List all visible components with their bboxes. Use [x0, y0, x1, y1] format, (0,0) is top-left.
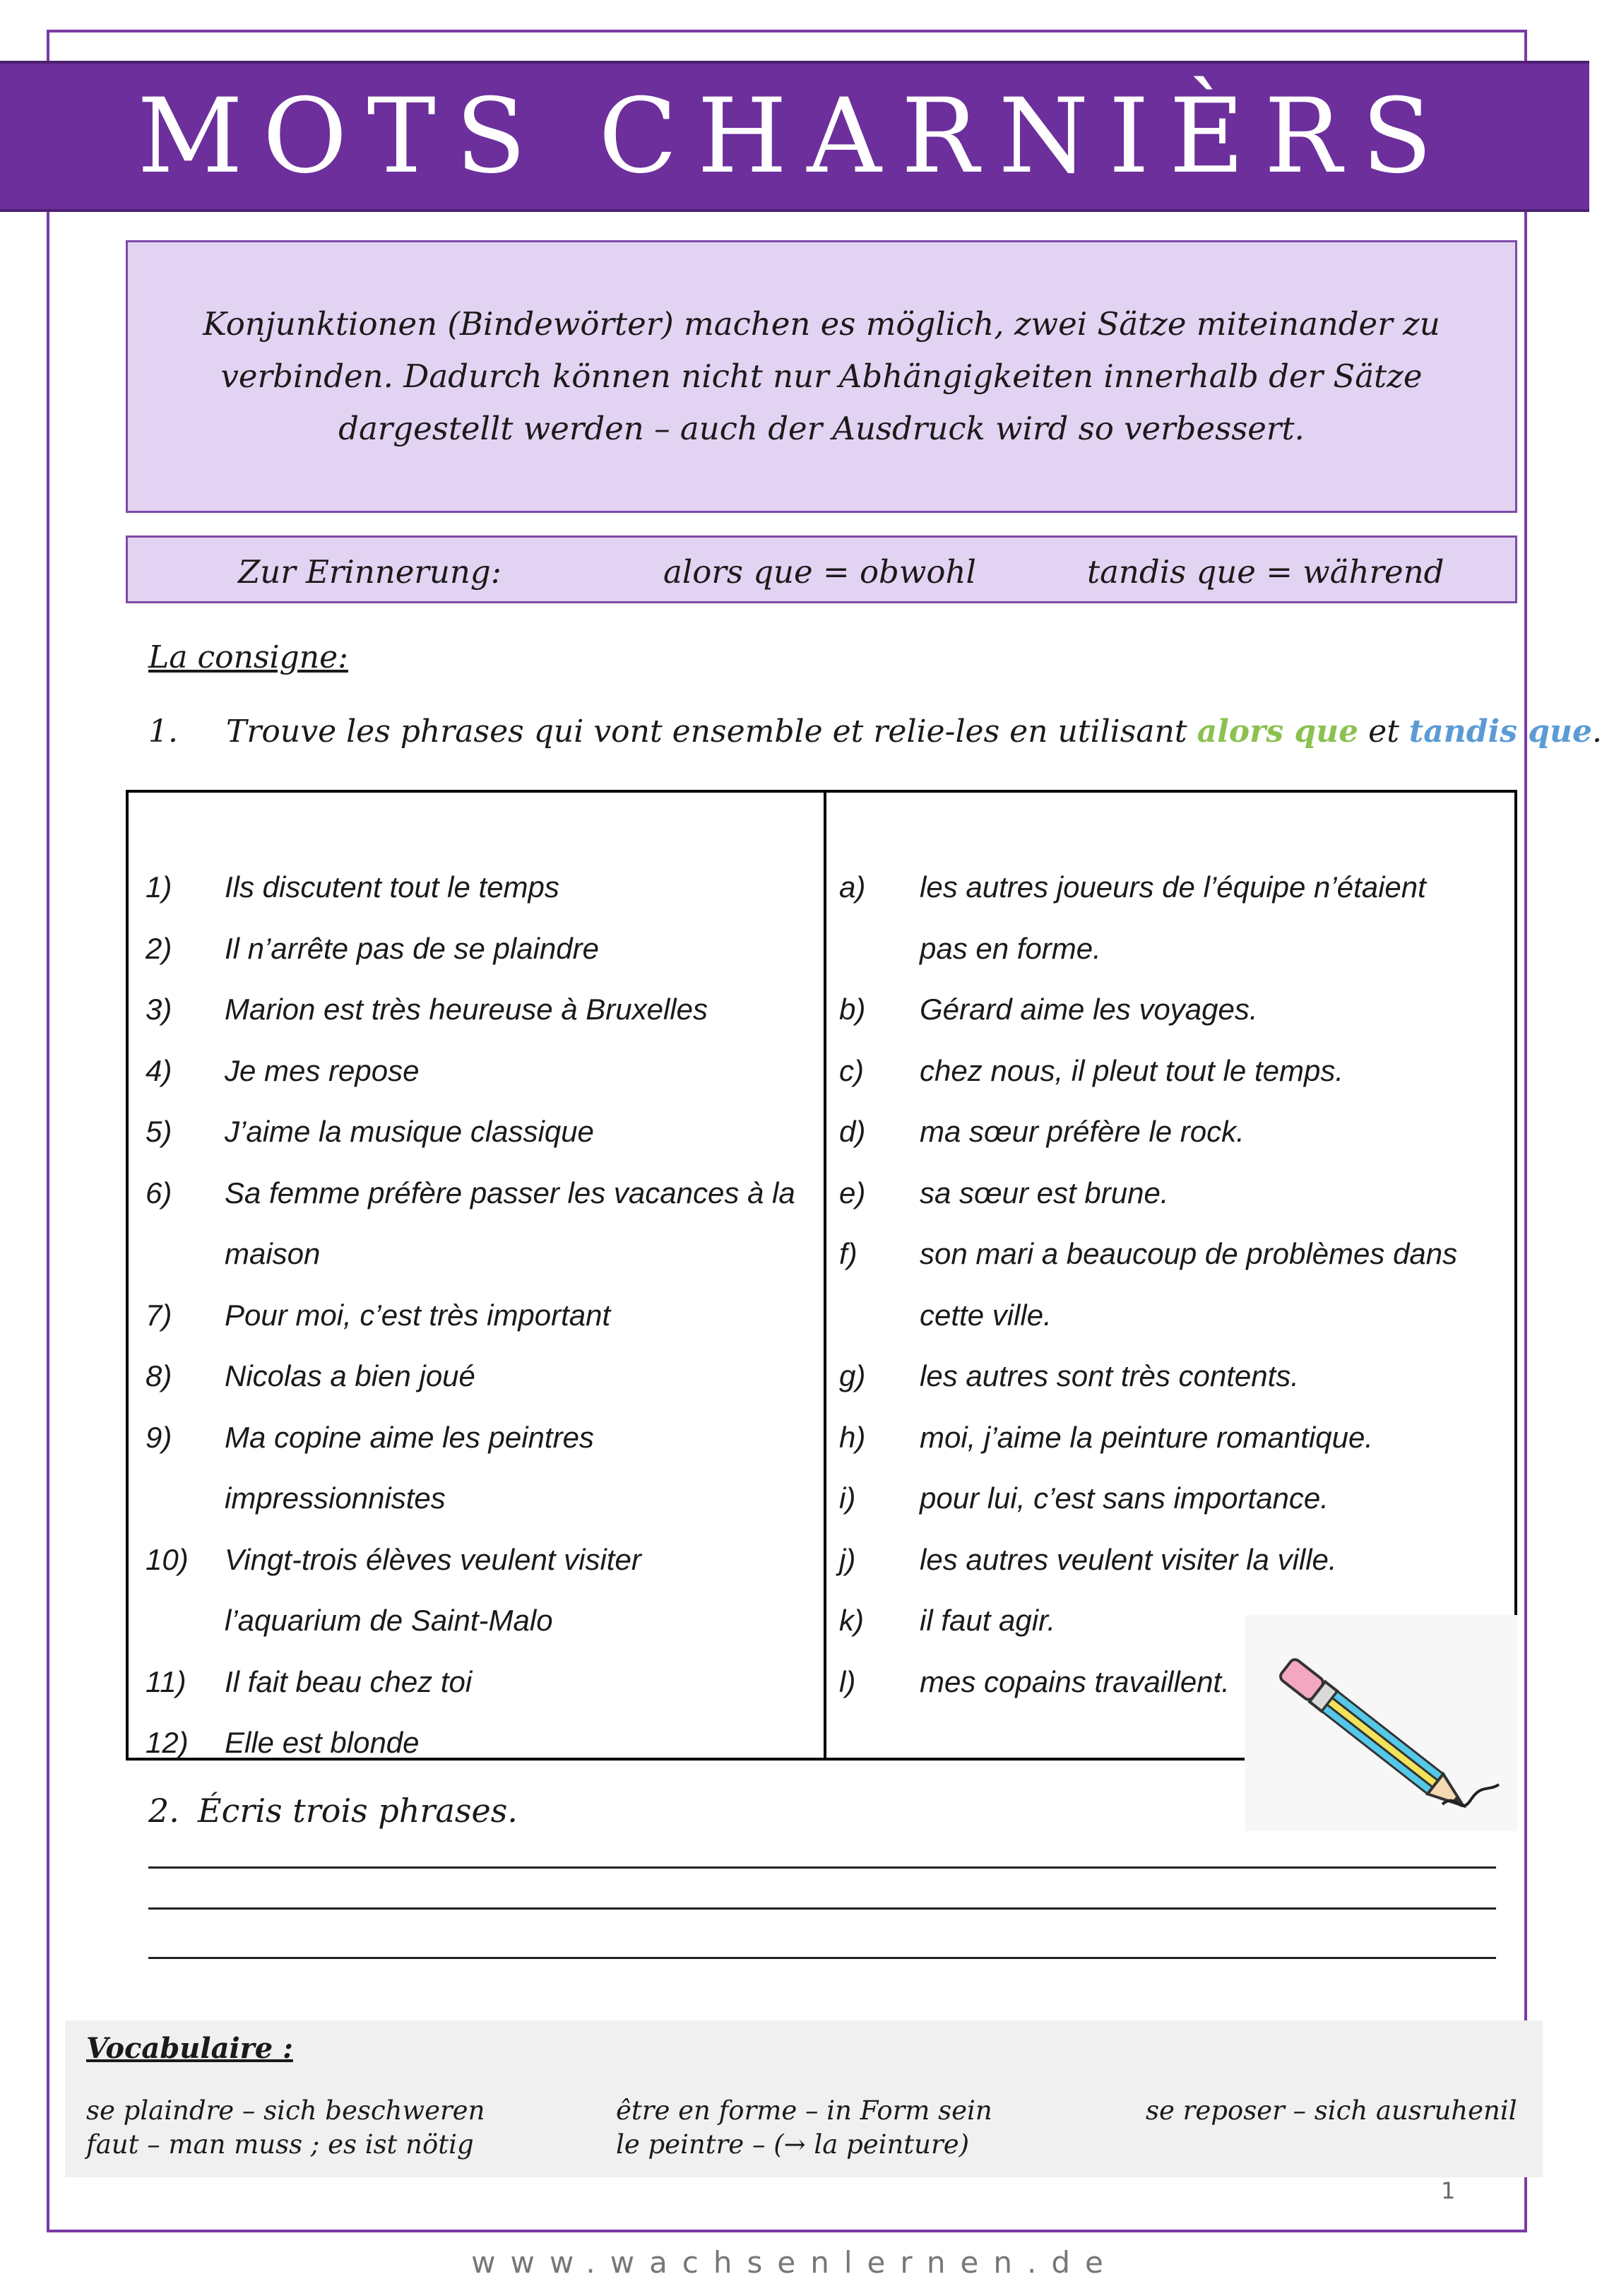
vocab-item: le peintre – (→ la peinture)	[616, 2129, 970, 2160]
sentence-number: 7)	[146, 1298, 172, 1332]
clause-text: pour lui, c’est sans importance.	[920, 1481, 1329, 1515]
task1-end: .	[1592, 714, 1602, 750]
sentence-number: 3)	[146, 993, 172, 1026]
vocab-item: faut – man muss ; es ist nötig	[86, 2129, 474, 2160]
reminder-tandis-que: tandis que = während	[1087, 553, 1444, 591]
clause-number: i)	[839, 1481, 856, 1515]
clause-text: chez nous, il pleut tout le temps.	[920, 1053, 1343, 1087]
answer-line[interactable]	[148, 1866, 1496, 1869]
task1-et: et	[1368, 714, 1399, 750]
sentence-number: 9)	[146, 1420, 172, 1454]
task1-text: Trouve les phrases qui vont ensemble et relie-les en utilisant	[226, 714, 1187, 750]
sentence-text: Sa femme préfère passer les vacances à la	[225, 1176, 795, 1209]
clause-number: e)	[839, 1176, 866, 1209]
clause-number: l)	[839, 1664, 856, 1698]
intro-line: dargestellt werden – auch der Ausdruck wird so verbessert.	[338, 410, 1305, 447]
sentence-number: 10)	[146, 1542, 189, 1576]
task2-number: 2.	[148, 1792, 179, 1830]
clause-number: a)	[839, 870, 866, 904]
sentence-number: 4)	[146, 1053, 172, 1087]
consigne-label: La consigne:	[148, 639, 348, 675]
clause-number: f)	[839, 1237, 858, 1270]
task1-number: 1.	[148, 714, 178, 750]
clause-number: k)	[839, 1604, 864, 1637]
vocabulary-box	[65, 2020, 1543, 2177]
clause-text: cette ville.	[920, 1298, 1052, 1332]
table-divider	[824, 793, 826, 1758]
sentence-text: Nicolas a bien joué	[225, 1359, 475, 1392]
vocab-item: être en forme – in Form sein	[616, 2095, 992, 2126]
page-number: 1	[1441, 2177, 1456, 2204]
clause-text: moi, j’aime la peinture romantique.	[920, 1420, 1373, 1454]
sentence-text: Ils discutent tout le temps	[225, 870, 559, 904]
sentence-text: Il n’arrête pas de se plaindre	[225, 931, 599, 965]
sentence-text: Ma copine aime les peintres	[225, 1420, 594, 1454]
reminder-label: Zur Erinnerung:	[238, 553, 502, 591]
intro-line: verbinden. Dadurch können nicht nur Abhängigkeiten innerhalb der Sätze	[220, 357, 1423, 395]
clause-number: j)	[839, 1542, 856, 1576]
clause-text: son mari a beaucoup de problèmes dans	[920, 1237, 1458, 1270]
clause-text: Gérard aime les voyages.	[920, 993, 1258, 1026]
sentence-number: 12)	[146, 1726, 189, 1759]
clause-number: d)	[839, 1115, 866, 1148]
sentence-number: 11)	[146, 1664, 186, 1698]
clause-text: les autres veulent visiter la ville.	[920, 1542, 1337, 1576]
task2	[148, 1792, 518, 1830]
clause-text: mes copains travaillent.	[920, 1664, 1230, 1698]
task2-text: Écris trois phrases.	[198, 1792, 518, 1830]
clause-number: b)	[839, 993, 866, 1026]
reminder-box	[126, 535, 1517, 603]
sentence-number: 5)	[146, 1115, 172, 1148]
clause-text: les autres sont très contents.	[920, 1359, 1299, 1392]
sentence-number: 6)	[146, 1176, 172, 1209]
sentence-text: Elle est blonde	[225, 1726, 420, 1759]
answer-line[interactable]	[148, 1957, 1496, 1959]
task1-instruction	[226, 714, 1602, 750]
sentence-number: 8)	[146, 1359, 172, 1392]
reminder-alors-que: alors que = obwohl	[663, 553, 976, 591]
clause-text: sa sœur est brune.	[920, 1176, 1169, 1209]
sentence-text: impressionnistes	[225, 1481, 446, 1515]
sentence-text: Vingt-trois élèves veulent visiter	[225, 1542, 641, 1576]
intro-line: Konjunktionen (Bindewörter) machen es möglich, zwei Sätze miteinander zu	[203, 305, 1440, 343]
pencil-icon	[1245, 1615, 1517, 1831]
sentence-text: Il fait beau chez toi	[225, 1664, 473, 1698]
sentence-text: l’aquarium de Saint-Malo	[225, 1604, 553, 1637]
keyword-tandis-que: tandis que	[1408, 714, 1593, 750]
clause-text: il faut agir.	[920, 1604, 1056, 1637]
keyword-alors-que: alors que	[1197, 714, 1359, 750]
vocabulary-title: Vocabulaire :	[86, 2032, 293, 2065]
sentence-text: Pour moi, c’est très important	[225, 1298, 611, 1332]
clause-number: c)	[839, 1053, 864, 1087]
answer-line[interactable]	[148, 1907, 1496, 1910]
sentence-number: 2)	[146, 931, 172, 965]
clause-text: pas en forme.	[920, 931, 1101, 965]
clause-number: g)	[839, 1359, 866, 1392]
clause-text: les autres joueurs de l’équipe n’étaient	[920, 870, 1426, 904]
sentence-text: J’aime la musique classique	[225, 1115, 594, 1148]
sentence-text: Marion est très heureuse à Bruxelles	[225, 993, 708, 1026]
vocab-item: se plaindre – sich beschweren	[86, 2095, 485, 2126]
clause-text: ma sœur préfère le rock.	[920, 1115, 1245, 1148]
sentence-number: 1)	[146, 870, 172, 904]
footer-url[interactable]: www.wachsenlernen.de	[471, 2245, 1118, 2280]
sentence-text: maison	[225, 1237, 321, 1270]
sentence-text: Je mes repose	[225, 1053, 420, 1087]
title-banner	[0, 61, 1589, 212]
clause-number: h)	[839, 1420, 866, 1454]
intro-box	[126, 240, 1517, 513]
page-title: MOTS CHARNIÈRS	[137, 76, 1452, 196]
vocab-item: se reposer – sich ausruhenil	[1146, 2095, 1517, 2126]
